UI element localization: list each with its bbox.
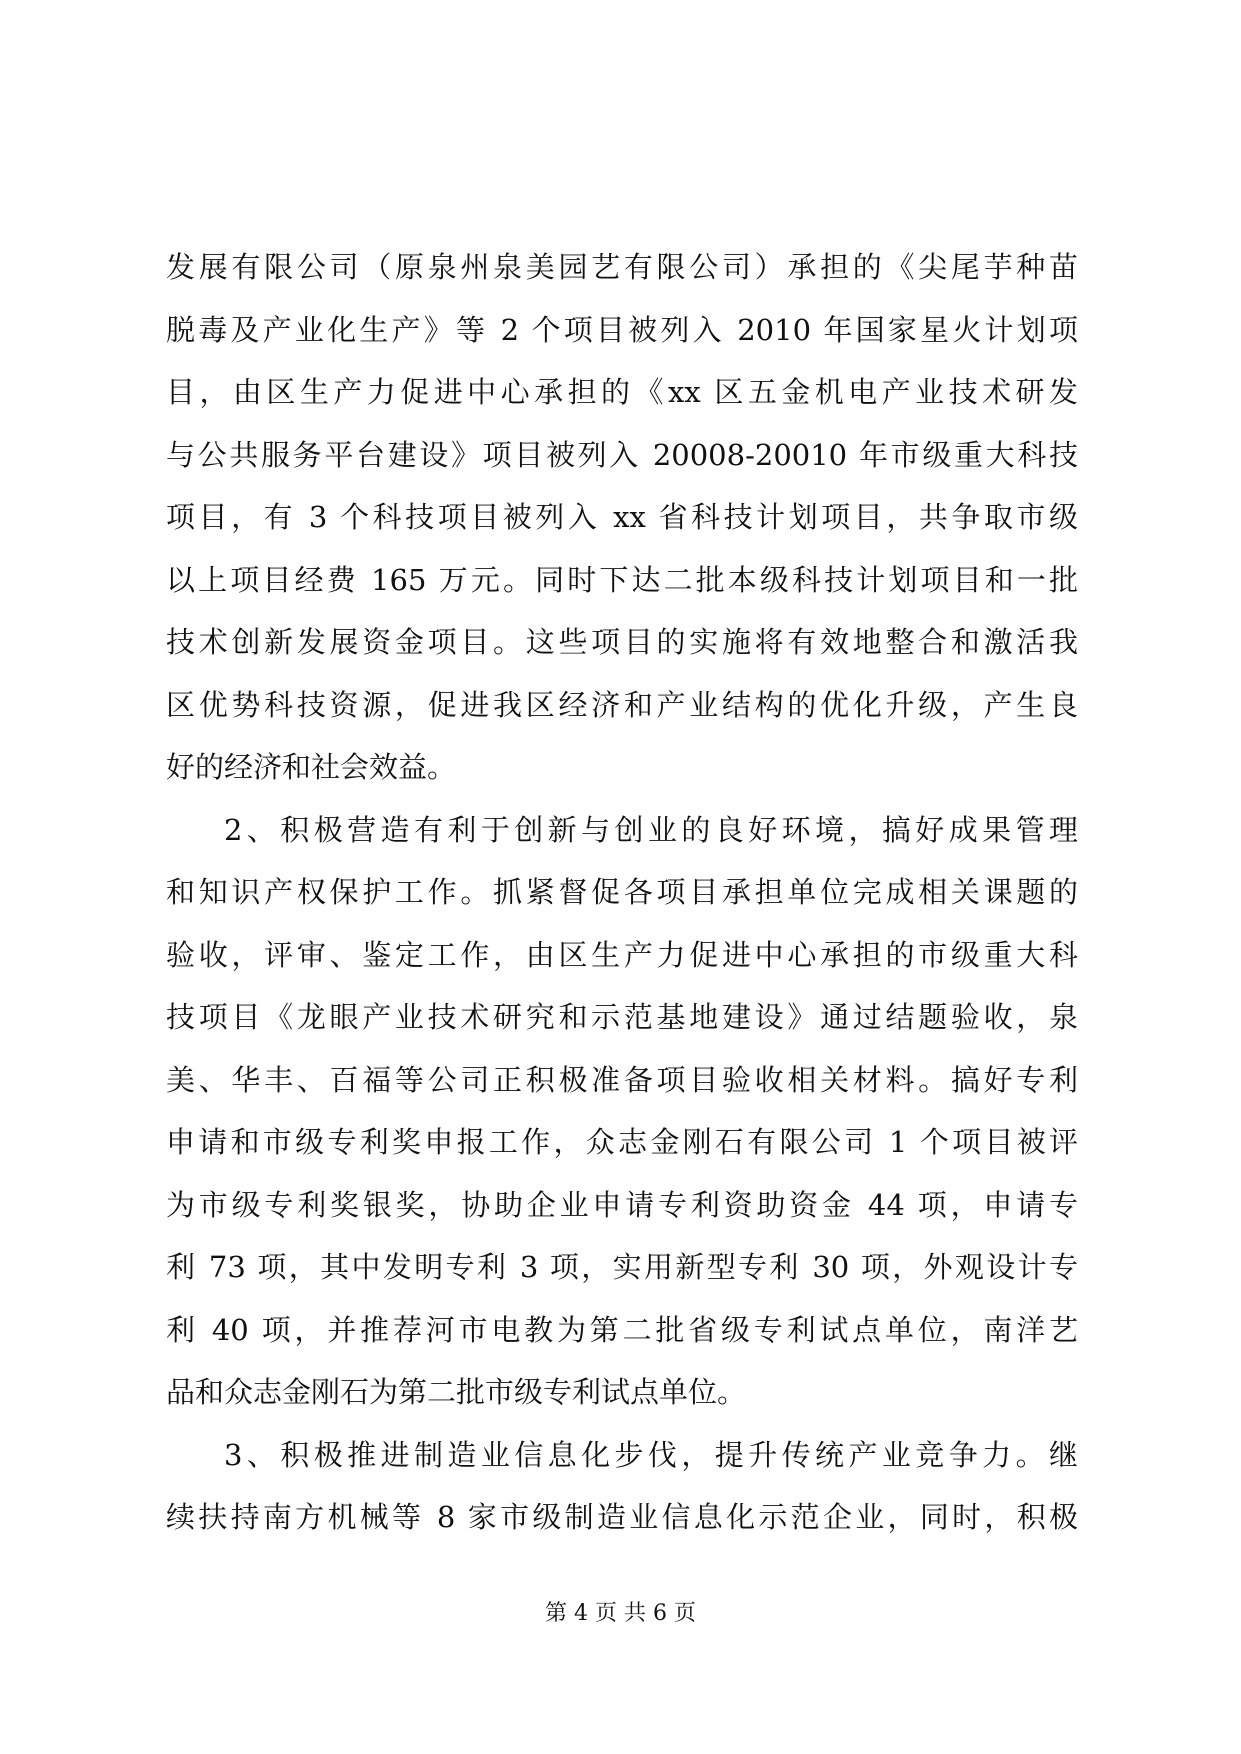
- text-line: 技术创新发展资金项目。这些项目的实施将有效地整合和激活我: [166, 625, 1078, 659]
- text-line: 品和众志金刚石为第二批市级专利试点单位。: [166, 1375, 747, 1409]
- text-line: 目，由区生产力促进中心承担的《xx 区五金机电产业技术研发: [166, 375, 1078, 409]
- document-body: [166, 236, 1078, 1549]
- text-line: 利 73 项，其中发明专利 3 项，实用新型专利 30 项，外观设计专: [166, 1250, 1078, 1284]
- text-line: 技项目《龙眼产业技术研究和示范基地建设》通过结题验收，泉: [166, 1000, 1078, 1034]
- text-line: 脱毒及产业化生产》等 2 个项目被列入 2010 年国家星火计划项: [166, 312, 1078, 347]
- text-line: 发展有限公司（原泉州泉美园艺有限公司）承担的《尖尾芋种苗: [166, 250, 1078, 284]
- text-line: 区优势科技资源，促进我区经济和产业结构的优化升级，产生良: [166, 687, 1078, 722]
- text-line: 美、华丰、百福等公司正积极准备项目验收相关材料。搞好专利: [166, 1062, 1078, 1097]
- text-line: 申请和市级专利奖申报工作，众志金刚石有限公司 1 个项目被评: [166, 1125, 1078, 1159]
- page-number-label: 第 4 页 共 6 页: [545, 1601, 696, 1626]
- text-line: 利 40 项，并推荐河市电教为第二批省级专利试点单位，南洋艺: [166, 1312, 1078, 1347]
- text-line: 为市级专利奖银奖，协助企业申请专利资助资金 44 项，申请专: [166, 1187, 1078, 1222]
- text-line: 2、积极营造有利于创新与创业的良好环境，搞好成果管理: [224, 812, 1078, 847]
- text-line: 以上项目经费 165 万元。同时下达二批本级科技计划项目和一批: [166, 562, 1078, 597]
- text-line: 续扶持南方机械等 8 家市级制造业信息化示范企业，同时，积极: [166, 1500, 1078, 1534]
- text-line: 3、积极推进制造业信息化步伐，提升传统产业竞争力。继: [224, 1437, 1078, 1472]
- text-line: 好的经济和社会效益。: [166, 750, 457, 784]
- text-line: 验收，评审、鉴定工作，由区生产力促进中心承担的市级重大科: [166, 937, 1078, 972]
- page-footer: [0, 1599, 1241, 1629]
- text-line: 和知识产权保护工作。抓紧督促各项目承担单位完成相关课题的: [166, 875, 1078, 909]
- text-line: 项目，有 3 个科技项目被列入 xx 省科技计划项目，共争取市级: [166, 500, 1078, 534]
- text-line: 与公共服务平台建设》项目被列入 20008-20010 年市级重大科技: [166, 437, 1078, 472]
